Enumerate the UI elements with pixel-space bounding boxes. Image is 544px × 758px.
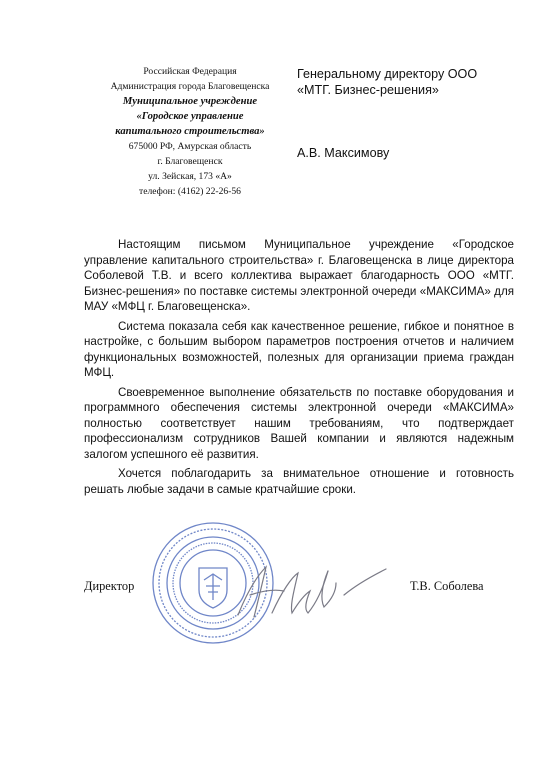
body-paragraph-3: Своевременное выполнение обязательств по поставке оборудования и программного обеспечения системы электронной очереди «МАКСИМА» полностью соответствует нашим требованиям, что подтверждает профессионализм сотрудников Вашей компании и являются надежным залогом успешного её развития.	[84, 385, 514, 461]
signature-tail	[344, 569, 386, 595]
letterhead-address3: ул. Зейская, 173 «А»	[148, 171, 232, 182]
signature-stroke-2	[272, 571, 328, 613]
letterhead	[104, 64, 276, 199]
letter-body	[84, 237, 514, 501]
letterhead-org-line1: Муниципальное учреждение	[122, 96, 258, 107]
letterhead-org-line2: «Городское управление	[136, 111, 244, 122]
letterhead-org-line3: капитального строительства»	[115, 126, 265, 137]
letterhead-address1: 675000 РФ, Амурская область	[128, 141, 252, 152]
handwritten-signature	[232, 555, 392, 625]
letterhead-admin: Администрация города Благовещенска	[110, 81, 270, 92]
recipient-block	[297, 66, 477, 98]
recipient-line2: «МТГ. Бизнес-решения»	[297, 83, 439, 97]
letterhead-country: Российская Федерация	[143, 66, 237, 77]
signatory-title: Директор	[84, 579, 135, 593]
recipient-line1: Генеральному директору ООО	[297, 67, 478, 81]
signature-stroke-1	[238, 567, 284, 617]
body-paragraph-4: Хочется поблагодарить за внимательное отношение и готовность решать любые задачи в самые кратчайшие сроки.	[84, 467, 514, 496]
body-paragraph-2: Система показала себя как качественное решение, гибкое и понятное в настройке, с большим выбором параметров построения отчетов и наличием функциональных возможностей, полезных для организации приема граждан МФЦ.	[84, 319, 514, 379]
signatory-name: Т.В. Соболева	[410, 579, 484, 593]
body-paragraph-1: Настоящим письмом Муниципальное учреждение «Городское управление капитального строительства» г. Благовещенска в лице директора Соболевой Т.В. и всего коллектива выражает благодарность ООО «МТГ. Бизнес-решения» по поставке системы электронной очереди «МАКСИМА» для МАУ «МФЦ г. Благовещенска».	[84, 238, 514, 313]
letterhead-address2: г. Благовещенск	[157, 156, 223, 167]
letterhead-phone: телефон: (4162) 22-26-56	[139, 186, 241, 197]
signature-stroke-3	[322, 571, 336, 607]
seal-emblem-detail	[204, 574, 222, 600]
recipient-name: А.В. Максимову	[297, 146, 390, 160]
